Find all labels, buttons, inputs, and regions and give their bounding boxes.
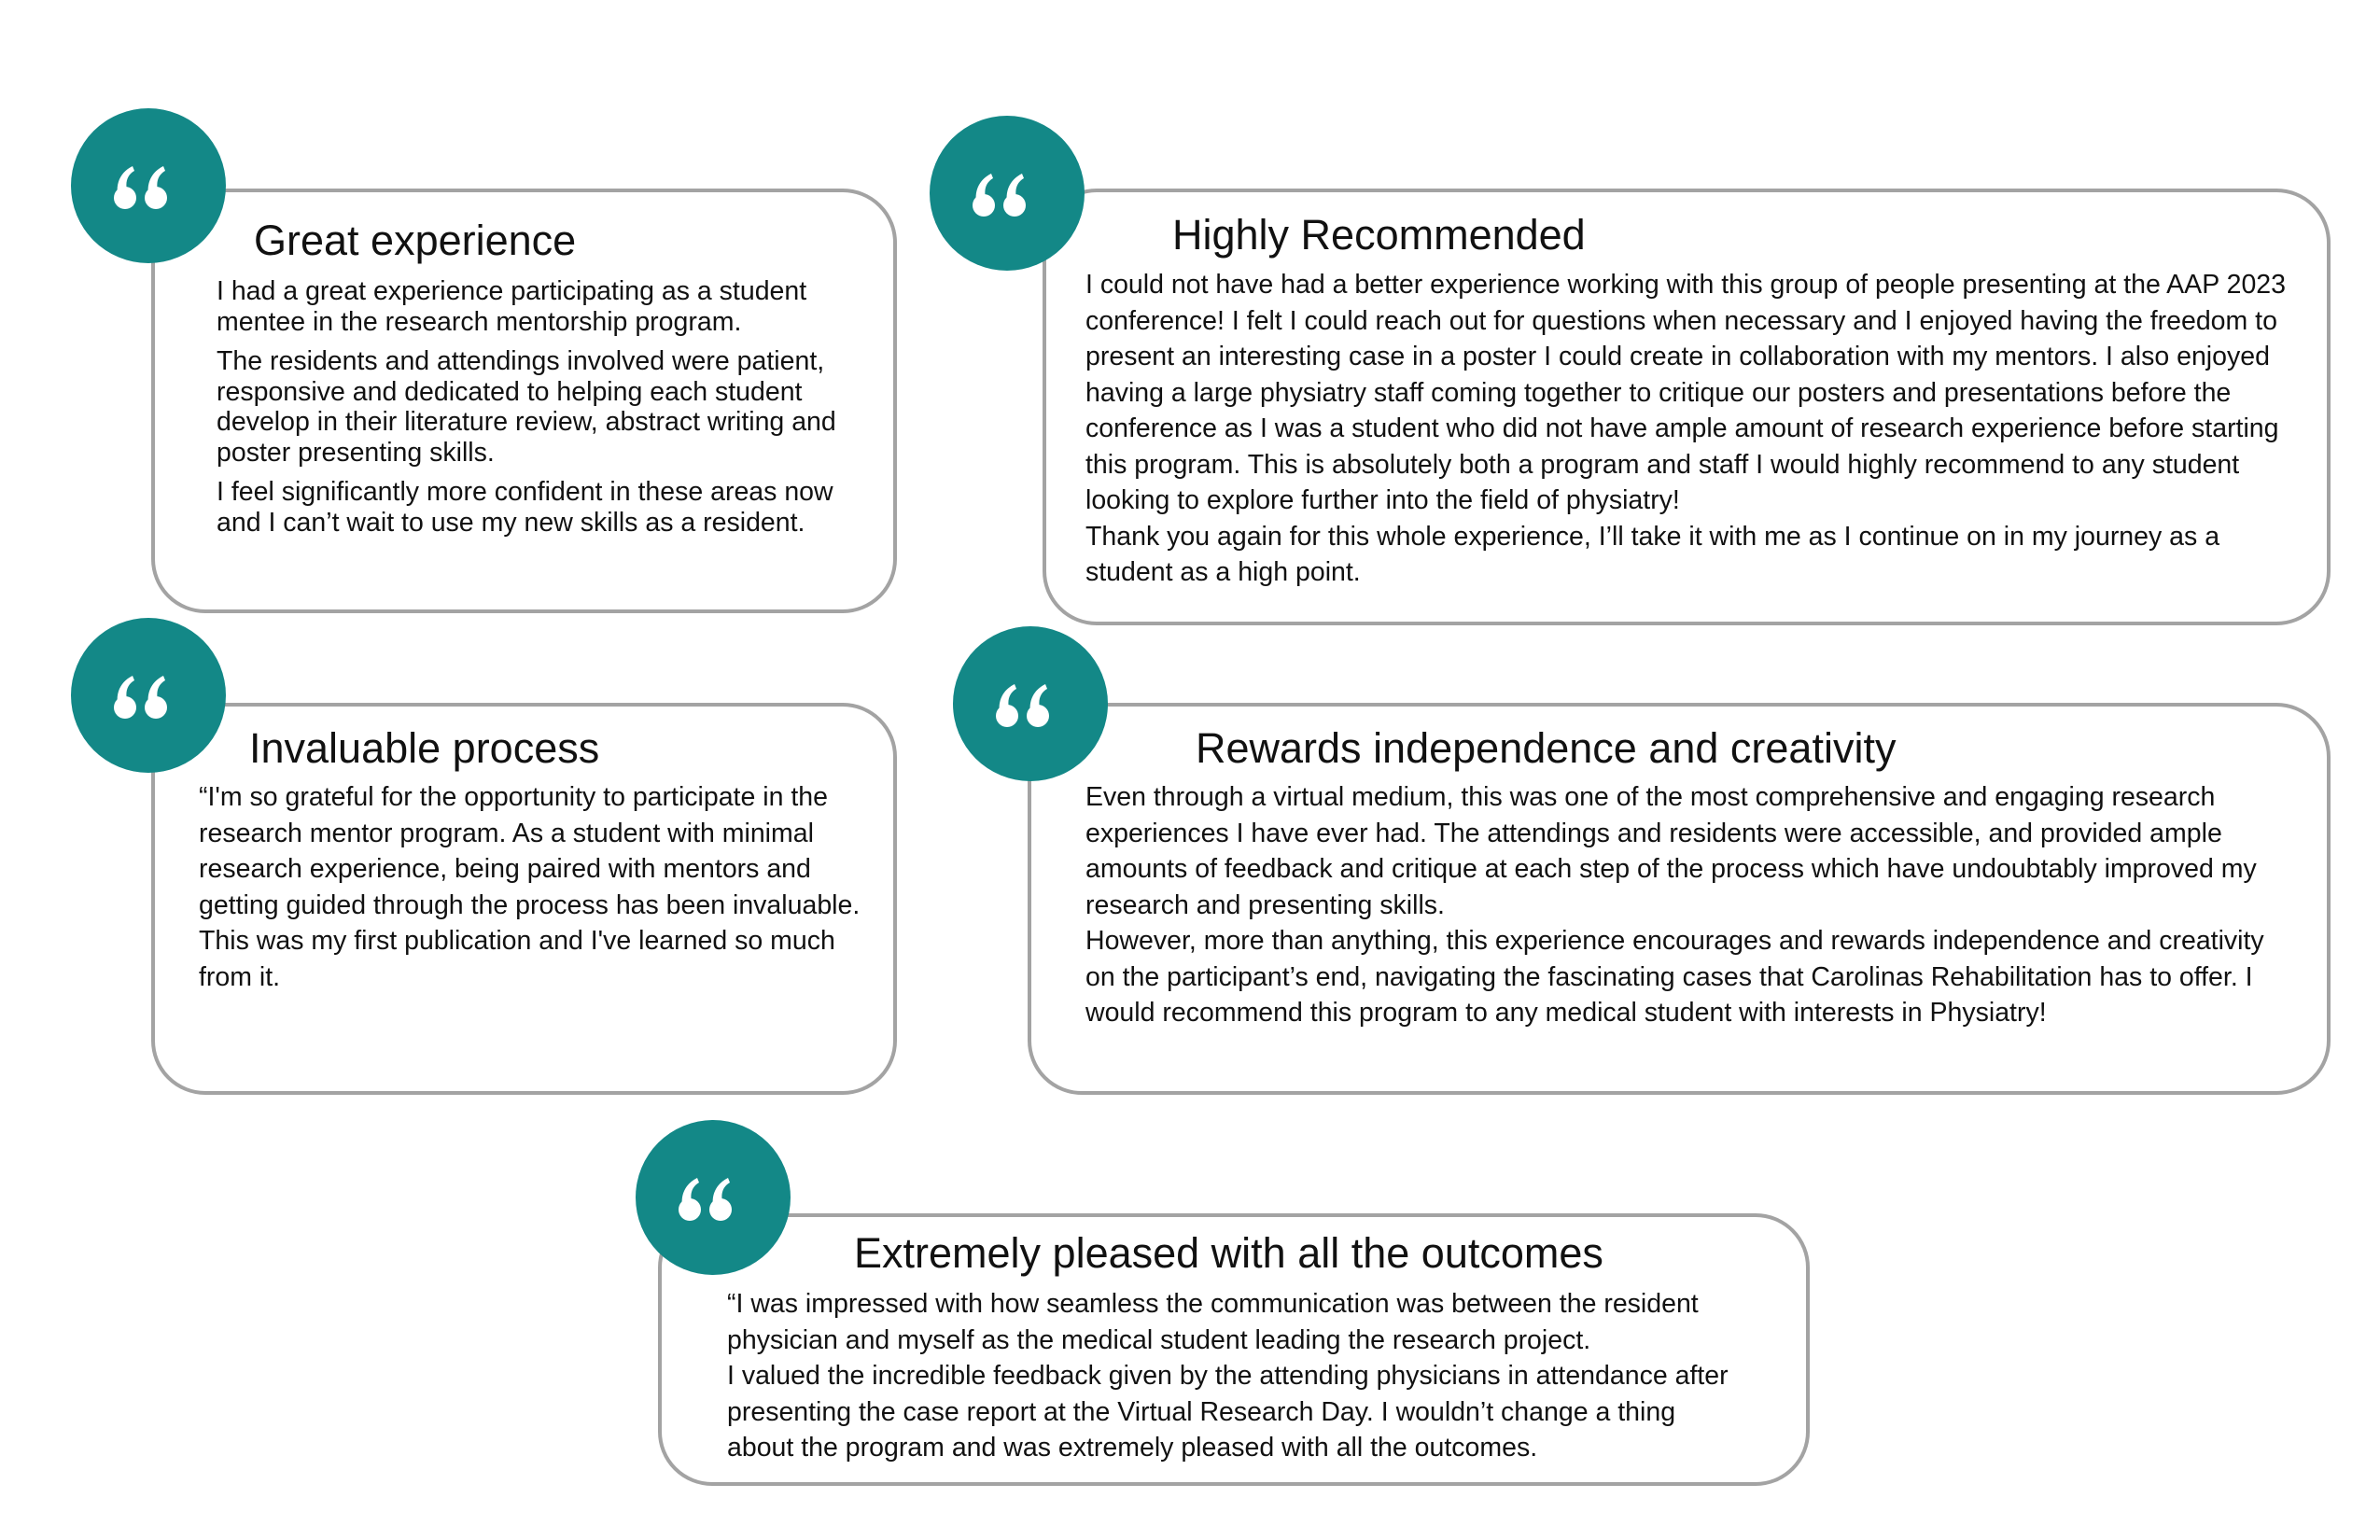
testimonial-paragraph: Even through a virtual medium, this was one of the most comprehensive and engaging research experiences I have ever had. The attendings and residents were accessible, and provided ample amounts of feedback and critique at each step of the process which have undoubtably improved my research and presenting skills. — [1085, 782, 2257, 920]
testimonial-title: Invaluable process — [249, 724, 600, 772]
testimonial-title: Great experience — [254, 217, 577, 264]
testimonial-paragraph: I feel significantly more confident in these areas now and I can’t wait to use my new skills as a resident. — [217, 477, 833, 538]
testimonial-paragraph: “I'm so grateful for the opportunity to participate in the research mentor program. As a student with minimal research experience, being paired with mentors and getting guided through the process has been invaluable. — [199, 782, 861, 920]
quote-badge — [953, 626, 1108, 781]
quote-mark-icon — [953, 626, 1108, 781]
testimonial-paragraph: Thank you again for this whole experience, I’ll take it with me as I continue on in my journey as a student as a high point. — [1085, 521, 2220, 587]
testimonial-paragraph: I had a great experience participating as a student mentee in the research mentorship program. — [217, 276, 807, 337]
testimonial-body — [199, 779, 871, 995]
quote-mark-icon — [636, 1120, 791, 1275]
testimonial-body — [727, 1286, 1735, 1466]
testimonial-paragraph: This was my first publication and I've learned so much from it. — [199, 926, 835, 992]
testimonial-title: Highly Recommended — [1172, 211, 1586, 259]
quote-mark-icon — [930, 116, 1085, 271]
testimonial-paragraph: I could not have had a better experience working with this group of people presenting at the AAP 2023 conference! I felt I could reach out for questions when necessary and I enjoyed having the freedom to present an interesting case in a poster I could create in collaboration with my mentors. I also enjoyed having a large physiatry staff coming together to critique our posters and presentations before the conference as I was a student who did not have ample amount of research experience before starting this program. This is absolutely both a program and staff I would highly recommend to any student looking to explore further into the field of physiatry! — [1085, 270, 2287, 515]
quote-badge — [71, 618, 226, 773]
quote-badge — [636, 1120, 791, 1275]
quote-mark-icon — [71, 108, 226, 263]
testimonial-body — [1085, 267, 2291, 591]
quote-badge — [930, 116, 1085, 271]
quote-mark-icon — [71, 618, 226, 773]
testimonial-paragraph: I valued the incredible feedback given by the attending physicians in attendance after presenting the case report at the Virtual Research Day. I wouldn’t change a thing about the program and was extremely pleased with all the outcomes. — [727, 1361, 1729, 1463]
testimonial-title: Rewards independence and creativity — [1196, 724, 1897, 772]
testimonial-body — [217, 276, 870, 538]
testimonial-paragraph: However, more than anything, this experience encourages and rewards independence and creativity on the participant’s end, navigating the fascinating cases that Carolinas Rehabilitation has to offer. I would recommend this program to any medical student with interests in Physiatry! — [1085, 926, 2264, 1028]
testimonial-paragraph: “I was impressed with how seamless the communication was between the resident physician and myself as the medical student leading the research project. — [727, 1289, 1699, 1355]
testimonial-body — [1085, 779, 2289, 1031]
testimonial-title: Extremely pleased with all the outcomes — [854, 1229, 1603, 1277]
quote-badge — [71, 108, 226, 263]
testimonial-paragraph: The residents and attendings involved were patient, responsive and dedicated to helping each student develop in their literature review, abstract writing and poster presenting skills. — [217, 346, 836, 468]
